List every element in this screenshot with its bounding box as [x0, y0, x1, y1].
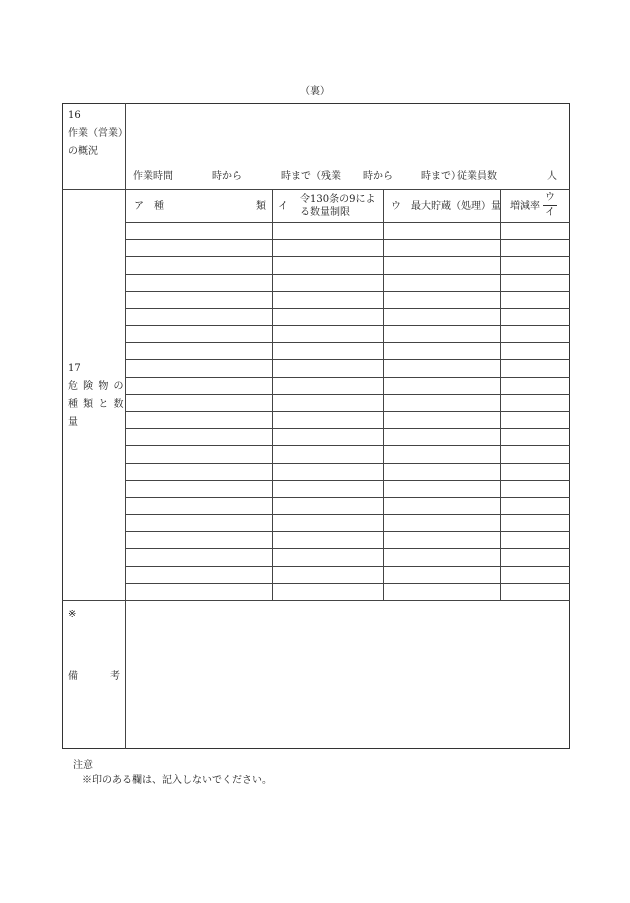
- section17-number: 17: [68, 363, 81, 374]
- table-cell[interactable]: [127, 532, 271, 547]
- table-cell[interactable]: [501, 309, 569, 324]
- table-cell[interactable]: [384, 309, 499, 324]
- table-cell[interactable]: [501, 429, 569, 444]
- work-hours-until-overtime: 時まで（残業: [281, 171, 341, 182]
- table-cell[interactable]: [501, 378, 569, 393]
- table-cell[interactable]: [273, 429, 382, 444]
- work-hours-from: 時から: [212, 171, 242, 182]
- table-cell[interactable]: [501, 481, 569, 496]
- table-cell[interactable]: [501, 412, 569, 427]
- table-cell[interactable]: [501, 240, 569, 255]
- notes-heading: 注意: [73, 760, 93, 771]
- remarks-field[interactable]: [126, 601, 569, 748]
- table-cell[interactable]: [273, 532, 382, 547]
- table-cell[interactable]: [273, 309, 382, 324]
- table-cell[interactable]: [273, 240, 382, 255]
- table-cell[interactable]: [384, 326, 499, 341]
- work-hours-label: 作業時間: [133, 171, 173, 182]
- table-cell[interactable]: [501, 292, 569, 307]
- table-cell[interactable]: [273, 549, 382, 564]
- section16-label-line2: の概況: [68, 146, 98, 157]
- table-cell[interactable]: [384, 360, 499, 375]
- table-cell[interactable]: [501, 567, 569, 582]
- section17-label-line3: 量: [68, 417, 78, 428]
- table-cell[interactable]: [501, 464, 569, 479]
- table-cell[interactable]: [127, 515, 271, 530]
- section16-number: 16: [68, 110, 81, 121]
- table-cell[interactable]: [384, 515, 499, 530]
- table-cell[interactable]: [273, 378, 382, 393]
- table-cell[interactable]: [127, 429, 271, 444]
- table-cell[interactable]: [501, 223, 569, 238]
- remarks-label-left: 備: [68, 671, 78, 682]
- person-unit: 人: [547, 171, 557, 182]
- table-cell[interactable]: [127, 446, 271, 461]
- table-cell[interactable]: [273, 223, 382, 238]
- table-cell[interactable]: [127, 567, 271, 582]
- table-cell[interactable]: [273, 326, 382, 341]
- table-cell[interactable]: [501, 275, 569, 290]
- table-cell[interactable]: [384, 343, 499, 358]
- section17-label-line1: 危 険 物 の: [68, 381, 125, 392]
- table-cell[interactable]: [501, 532, 569, 547]
- section16-label-line1: 作業（営業）: [68, 128, 128, 139]
- table-cell[interactable]: [501, 360, 569, 375]
- table-cell[interactable]: [384, 240, 499, 255]
- table-cell[interactable]: [127, 240, 271, 255]
- table-cell[interactable]: [127, 584, 271, 599]
- page-title: （裏）: [300, 86, 330, 97]
- header-i-line1: 令130条の9によ: [300, 194, 376, 205]
- table-cell[interactable]: [501, 584, 569, 599]
- table-cell[interactable]: [273, 446, 382, 461]
- table-cell[interactable]: [127, 549, 271, 564]
- table-cell[interactable]: [273, 360, 382, 375]
- table-cell[interactable]: [501, 498, 569, 513]
- table-cell[interactable]: [384, 446, 499, 461]
- rate-numerator: ウ: [545, 192, 555, 203]
- table-cell[interactable]: [127, 481, 271, 496]
- employees-label: 従業員数: [457, 171, 497, 182]
- table-cell[interactable]: [384, 584, 499, 599]
- section-divider-16-17: [62, 189, 570, 190]
- rate-fraction: [543, 193, 557, 218]
- table-cell[interactable]: [127, 309, 271, 324]
- table-cell[interactable]: [501, 326, 569, 341]
- table-cell[interactable]: [273, 257, 382, 272]
- header-a-text2: 類: [256, 201, 266, 212]
- table-cell[interactable]: [127, 257, 271, 272]
- remarks-label-right: 考: [110, 671, 120, 682]
- table-cell[interactable]: [127, 343, 271, 358]
- table-cell[interactable]: [384, 378, 499, 393]
- section17-label-line2: 種 類 と 数: [68, 399, 125, 410]
- table-cell[interactable]: [127, 464, 271, 479]
- table-cell[interactable]: [384, 412, 499, 427]
- table-cell[interactable]: [384, 395, 499, 410]
- table-cell[interactable]: [127, 412, 271, 427]
- overtime-until: 時まで）: [421, 171, 461, 182]
- table-cell[interactable]: [501, 515, 569, 530]
- table-cell[interactable]: [501, 395, 569, 410]
- table-cell[interactable]: [127, 498, 271, 513]
- overtime-from: 時から: [363, 171, 393, 182]
- table-cell[interactable]: [384, 464, 499, 479]
- header-rate-label: 増減率: [510, 201, 540, 212]
- table-cell[interactable]: [501, 549, 569, 564]
- header-i-mark: イ: [278, 201, 288, 212]
- header-u: ウ 最大貯蔵（処理）量: [391, 201, 501, 212]
- table-cell[interactable]: [127, 292, 271, 307]
- table-cell[interactable]: [384, 481, 499, 496]
- table-cell[interactable]: [127, 326, 271, 341]
- header-a-text1: 種: [154, 201, 164, 212]
- header-i-line2: る数量制限: [300, 207, 350, 218]
- table-cell[interactable]: [273, 515, 382, 530]
- table-cell[interactable]: [384, 532, 499, 547]
- table-cell[interactable]: [273, 292, 382, 307]
- table-cell[interactable]: [273, 481, 382, 496]
- table-cell[interactable]: [273, 498, 382, 513]
- table-cell[interactable]: [501, 257, 569, 272]
- table-cell[interactable]: [127, 378, 271, 393]
- table-cell[interactable]: [273, 584, 382, 599]
- notes: [73, 758, 272, 788]
- rate-denominator: イ: [545, 207, 555, 218]
- table-cell[interactable]: [273, 395, 382, 410]
- table-cell[interactable]: [384, 257, 499, 272]
- table-cell[interactable]: [127, 395, 271, 410]
- table-cell[interactable]: [384, 429, 499, 444]
- table-cell[interactable]: [273, 567, 382, 582]
- table-cell[interactable]: [384, 549, 499, 564]
- table-cell[interactable]: [384, 275, 499, 290]
- table-cell[interactable]: [273, 464, 382, 479]
- table-cell[interactable]: [127, 275, 271, 290]
- table-cell[interactable]: [273, 412, 382, 427]
- table-cell[interactable]: [384, 567, 499, 582]
- table-cell[interactable]: [501, 343, 569, 358]
- table-cell[interactable]: [127, 360, 271, 375]
- table-cell[interactable]: [127, 223, 271, 238]
- table-cell[interactable]: [273, 275, 382, 290]
- remarks-mark: ※: [68, 609, 77, 620]
- table-cell[interactable]: [501, 446, 569, 461]
- notes-line1: ※印のある欄は、記入しないでください。: [82, 775, 272, 786]
- header-a-mark: ア: [134, 201, 144, 212]
- fraction-bar: [543, 205, 557, 206]
- table-cell[interactable]: [384, 292, 499, 307]
- table-cell[interactable]: [384, 223, 499, 238]
- table-cell[interactable]: [384, 498, 499, 513]
- table-cell[interactable]: [273, 343, 382, 358]
